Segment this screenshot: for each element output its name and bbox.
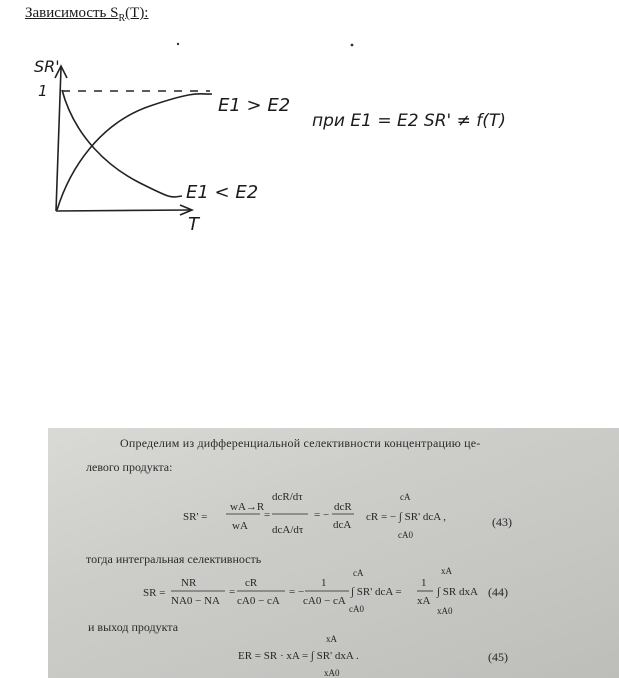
eq44-frac3-den: cA0 − cA [303,595,346,607]
eq44-int1-upper: cA [353,568,364,578]
svg-text:= −: = − [289,586,305,598]
eq45-text: ER = SR · xA = ∫ SR' dxA . [238,650,359,662]
eq43-rhs: cR = − ∫ SR' dcA , [366,511,447,523]
svg-text:=: = [229,586,236,598]
handwritten-graph [0,28,619,258]
eq43-lhs: SR' = [183,511,208,523]
heading-subscript: R [118,13,126,24]
y-axis-label: SR' [34,57,60,76]
eq44-integral2: ∫ SR dxA [437,586,478,598]
eq44-number: (44) [488,585,508,599]
eq43-frac1-den: wA [232,520,248,532]
eq44-frac2-den: cA0 − cA [237,595,280,607]
eq44-int2-lower: xA0 [437,606,453,616]
y-tick-one: 1 [38,82,48,100]
eq43-frac3-den: dcA [333,519,352,531]
svg-text:=: = [264,509,271,521]
curve-lower-label: E1 < E2 [186,182,259,203]
eq44-integral1: ∫ SR' dcA = [351,586,402,598]
eq43-frac2-num: dcR/dτ [272,491,303,503]
eq44-frac2-num: cR [245,577,258,589]
eq43-mid: = − [314,509,330,521]
eq43-int-lower: cA0 [398,530,413,540]
x-axis-label: T [188,214,199,235]
eq44-frac4-num: 1 [421,577,427,589]
eq43-frac1-num: wA→R [230,501,265,513]
equation-43 [168,478,508,548]
x-axis [56,210,190,211]
handwritten-note: при E1 = E2 SR' ≠ f(T) [312,111,506,131]
eq43-frac3-num: dcR [334,501,352,513]
eq44-frac1-num: NR [181,577,197,589]
heading-prefix: Зависимость S [25,5,119,21]
eq44-lhs: SR = [143,587,166,599]
eq44-int2-upper: xA [441,566,452,576]
heading-suffix: (T): [125,5,149,21]
equation-45 [238,632,438,678]
y-axis [56,68,61,211]
scan-line-4: и выход продукта [88,620,179,634]
eq45-int-lower: xA0 [324,668,340,678]
eq44-frac1-den: NA0 − NA [171,595,220,607]
eq43-number: (43) [492,515,512,529]
eq45-number: (45) [488,650,508,664]
curve-falling [62,90,182,197]
eq45-int-upper: xA [326,634,337,644]
eq44-int1-lower: cA0 [349,604,364,614]
eq44-frac3-num: 1 [321,577,327,589]
scanned-textbook-excerpt [48,428,619,678]
curve-upper-label: E1 > E2 [218,95,291,116]
scan-line-3: тогда интегральная селективность [86,552,262,566]
eq44-frac4-den: xA [417,595,431,607]
eq43-frac2-den: dcA/dτ [272,524,304,536]
eq43-int-upper: cA [400,492,411,502]
section-heading [25,5,148,24]
equation-44 [143,564,493,624]
scan-line-1: Определим из дифференциальной селективности концентрацию це- [120,436,481,450]
scan-line-2: левого продукта: [86,460,173,474]
